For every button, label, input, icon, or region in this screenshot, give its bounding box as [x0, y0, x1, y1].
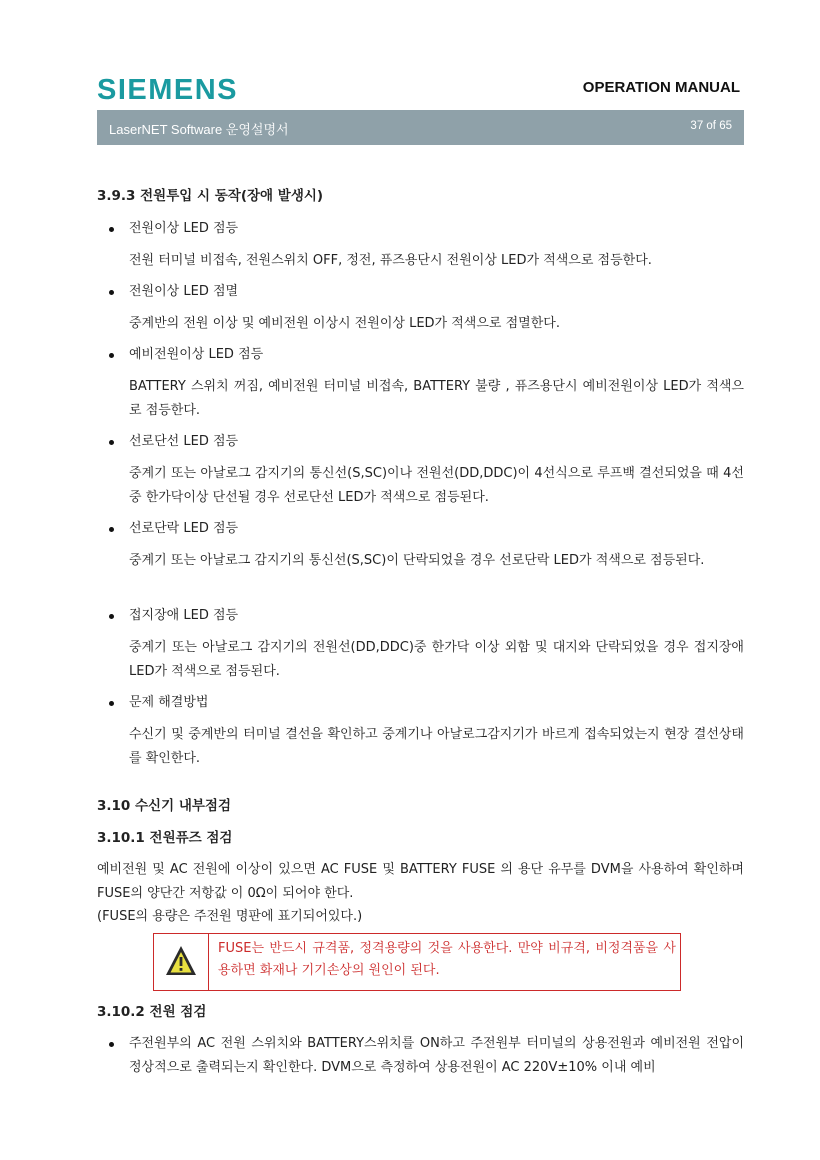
warning-triangle-icon [164, 944, 198, 978]
bullet-icon [109, 353, 114, 358]
list-item-text: 중계기 또는 아날로그 감지기의 통신선(S,SC)이나 전원선(DD,DDC)이 4선식으로 루프백 결선되었을 때 4선중 한가닥이상 단선될 경우 선로단선 LED가 적색으로 점등된다. [129, 466, 744, 505]
fuse-check-text: 예비전원 및 AC 전원에 이상이 있으면 AC FUSE 및 BATTERY FUSE 의 용단 유무를 DVM을 사용하여 확인하며 FUSE의 양단간 저항값 이 0Ω이 되어야 한다. [97, 862, 744, 901]
section-heading-3-10-2: 3.10.2 전원 점검 [97, 1004, 207, 1020]
list-item-label: 접지장애 LED 점등 [129, 608, 239, 623]
bullet-icon [109, 527, 114, 532]
bullet-icon [109, 227, 114, 232]
list-item-text: 수신기 및 중계반의 터미널 결선을 확인하고 중계기나 아날로그감지기가 바르게 접속되었는지 현장 결선상태를 확인한다. [129, 727, 744, 766]
fuse-capacity-note: (FUSE의 용량은 주전원 명판에 표기되어있다.) [97, 909, 363, 924]
bullet-icon [109, 440, 114, 445]
page-number: 37 of 65 [690, 120, 732, 132]
bullet-icon [109, 701, 114, 706]
list-item-label: 선로단락 LED 점등 [129, 521, 239, 536]
siemens-logo: SIEMENS [97, 74, 239, 106]
manual-title: OPERATION MANUAL [582, 79, 740, 96]
warning-box [153, 933, 681, 991]
list-item-text: 중계반의 전원 이상 및 예비전원 이상시 전원이상 LED가 적색으로 점멸한다. [129, 316, 560, 331]
list-item-label: 선로단선 LED 점등 [129, 434, 239, 449]
warning-text: FUSE는 반드시 규격품, 정격용량의 것을 사용한다. 만약 비규격, 비정격품을 사용하면 화재나 기기손상의 원인이 된다. [218, 941, 676, 978]
list-item-text: 전원 터미널 비접속, 전원스위치 OFF, 정전, 퓨즈용단시 전원이상 LED가 적색으로 점등한다. [129, 253, 652, 268]
section-heading-3-10-1: 3.10.1 전원퓨즈 점검 [97, 830, 233, 846]
bullet-icon [109, 290, 114, 295]
document-subtitle: LaserNET Software 운영설명서 [109, 122, 289, 137]
power-check-text: 주전원부의 AC 전원 스위치와 BATTERY스위치를 ON하고 주전원부 터미널의 상용전원과 예비전원 전압이 정상적으로 출력되는지 확인한다. DVM으로 측정하여 상용전원이 AC 220V±10% 이내 예비 [129, 1036, 744, 1075]
header-banner [97, 110, 744, 145]
list-item-label: 문제 해결방법 [129, 695, 209, 710]
list-item-text: 중계기 또는 아날로그 감지기의 통신선(S,SC)이 단락되었을 경우 선로단락 LED가 적색으로 점등된다. [129, 553, 705, 568]
list-item-label: 전원이상 LED 점멸 [129, 284, 239, 299]
list-item-text: BATTERY 스위치 꺼짐, 예비전원 터미널 비접속, BATTERY 불량 , 퓨즈용단시 예비전원이상 LED가 적색으로 점등한다. [129, 379, 744, 418]
warning-icon-cell [154, 934, 209, 990]
list-item-label: 예비전원이상 LED 점등 [129, 347, 264, 362]
list-item-label: 전원이상 LED 점등 [129, 221, 239, 236]
section-heading-3-9-3: 3.9.3 전원투입 시 동작(장애 발생시) [97, 188, 324, 204]
bullet-icon [109, 614, 114, 619]
list-item-text: 중계기 또는 아날로그 감지기의 전원선(DD,DDC)중 한가닥 이상 외함 및 대지와 단락되었을 경우 접지장애 LED가 적색으로 점등된다. [129, 640, 744, 679]
section-heading-3-10: 3.10 수신기 내부점검 [97, 798, 231, 814]
bullet-icon [109, 1042, 114, 1047]
